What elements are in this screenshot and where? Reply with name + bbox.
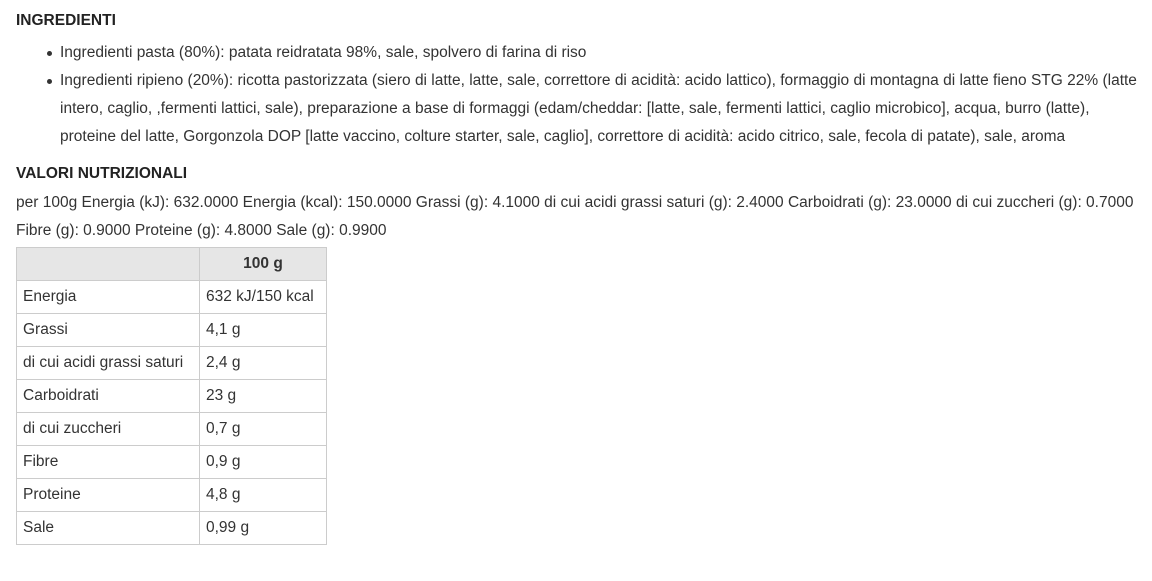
header-label-cell <box>17 248 200 281</box>
ingredients-list <box>16 39 1138 151</box>
row-value: 632 kJ/150 kcal <box>200 281 327 314</box>
row-label: di cui acidi grassi saturi <box>17 347 200 380</box>
ingredient-item-pasta: Ingredienti pasta (80%): patata reidratata 98%, sale, spolvero di farina di riso <box>60 39 1138 67</box>
table-row <box>17 479 327 512</box>
ingredients-title: INGREDIENTI <box>16 12 116 29</box>
row-label: Grassi <box>17 314 200 347</box>
nutrition-summary: per 100g Energia (kJ): 632.0000 Energia (kcal): 150.0000 Grassi (g): 4.1000 di cui acidi grassi saturi (g): 2.4000 Carboidrati (g): 23.0000 di cui zuccheri (g): 0.7000 Fibre (g): 0.9000 Proteine (g): 4.8000 Sale (g): 0.9900 <box>16 194 1134 239</box>
row-value: 4,1 g <box>200 314 327 347</box>
row-label: Sale <box>17 512 200 545</box>
table-row <box>17 314 327 347</box>
nutrition-table-header <box>17 248 327 281</box>
nutrition-title: VALORI NUTRIZIONALI <box>16 165 188 182</box>
row-value: 0,7 g <box>200 413 327 446</box>
row-value: 0,99 g <box>200 512 327 545</box>
table-row <box>17 413 327 446</box>
table-row <box>17 512 327 545</box>
row-label: di cui zuccheri <box>17 413 200 446</box>
row-value: 23 g <box>200 380 327 413</box>
row-value: 4,8 g <box>200 479 327 512</box>
table-row <box>17 446 327 479</box>
row-label: Proteine <box>17 479 200 512</box>
row-label: Fibre <box>17 446 200 479</box>
product-info <box>16 0 1138 545</box>
ingredient-item-ripieno: Ingredienti ripieno (20%): ricotta pastorizzata (siero di latte, latte, sale, correttore di acidità: acido lattico), formaggio di montagna di latte fieno STG 22% (latte intero, caglio, ,fermenti lattici, sale), preparazione a base di formaggi (edam/cheddar: [latte, sale, fermenti lattici, caglio microbico], acqua, burro (latte), proteine del latte, Gorgonzola DOP [latte vaccino, colture starter, sale, caglio], correttore di acidità: acido citrico, sale, fecola di patate), sale, aroma <box>60 67 1138 151</box>
table-row <box>17 281 327 314</box>
header-value-cell: 100 g <box>200 248 327 281</box>
table-row <box>17 380 327 413</box>
row-value: 2,4 g <box>200 347 327 380</box>
table-row <box>17 347 327 380</box>
row-label: Energia <box>17 281 200 314</box>
nutrition-table <box>16 247 327 545</box>
row-value: 0,9 g <box>200 446 327 479</box>
row-label: Carboidrati <box>17 380 200 413</box>
